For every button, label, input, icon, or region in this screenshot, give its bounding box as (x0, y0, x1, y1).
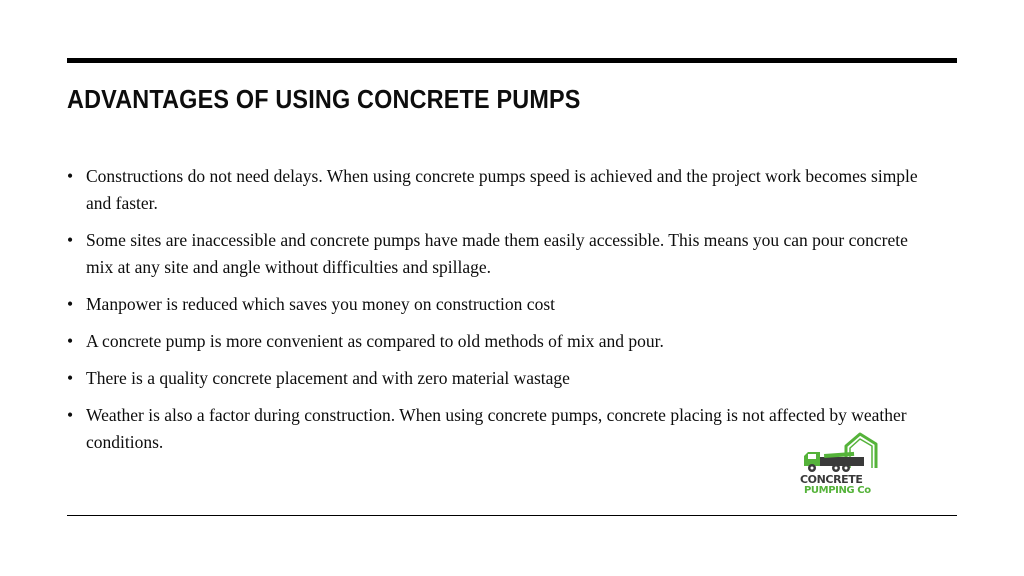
company-logo (800, 430, 882, 498)
logo-wordmark-top: CONCRETE (800, 473, 863, 486)
bullet-item: • Constructions do not need delays. When using concrete pumps speed is achieved and the project work becomes simple and faster. (67, 163, 937, 217)
slide-title: ADVANTAGES OF USING CONCRETE PUMPS (67, 84, 581, 114)
bullet-item: • There is a quality concrete placement and with zero material wastage (67, 365, 937, 392)
logo-wordmark-bottom: PUMPING Co (804, 485, 871, 496)
bullet-item: • Some sites are inaccessible and concrete pumps have made them easily accessible. This means you can pour concrete mix at any site and angle without difficulties and spillage. (67, 227, 937, 281)
bullet-item: • Weather is also a factor during construction. When using concrete pumps, concrete placing is not affected by weather conditions. (67, 402, 937, 456)
bullet-item: • Manpower is reduced which saves you money on construction cost (67, 291, 937, 318)
bottom-divider (67, 515, 957, 516)
top-divider (67, 58, 957, 63)
bullet-item: • A concrete pump is more convenient as compared to old methods of mix and pour. (67, 328, 937, 355)
bullet-list (67, 163, 937, 466)
concrete-pump-truck-icon (800, 430, 882, 476)
